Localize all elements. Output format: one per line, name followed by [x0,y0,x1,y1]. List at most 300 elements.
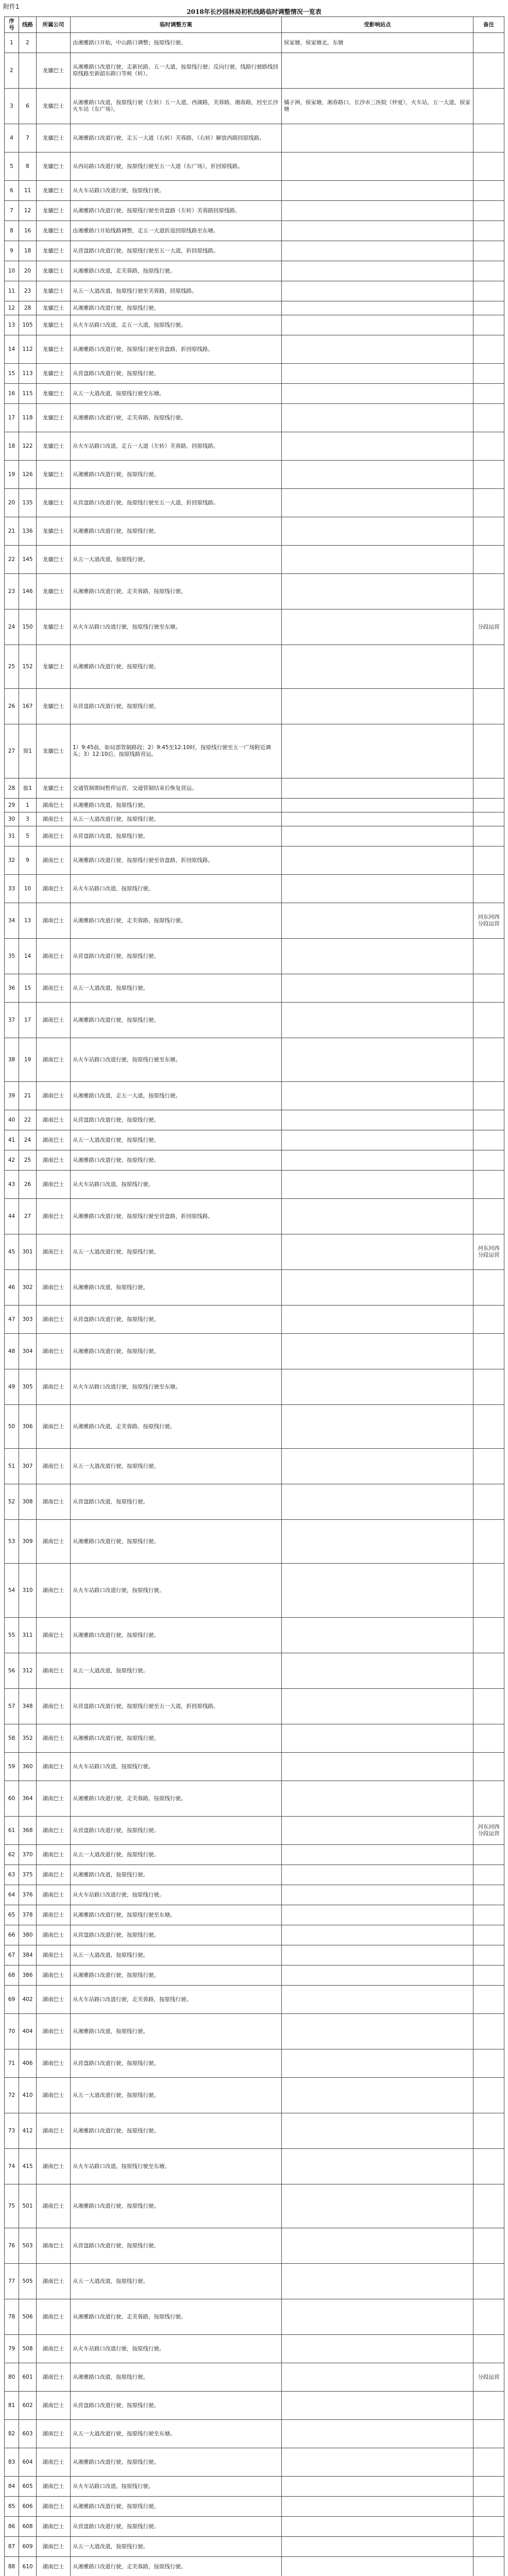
cell-company: 湖南巴士 [37,1753,71,1781]
cell-line: 145 [19,546,37,574]
cell-stops [282,1369,473,1405]
table-row [5,1484,504,1520]
cell-plan: 从湘雅路口改道行驶，走芙蓉路，按原线行驶。 [71,903,282,939]
cell-stops [282,221,473,241]
cell-no: 44 [5,1199,19,1234]
cell-plan: 从湘雅路口改道行驶，按原线行驶。 [71,2448,282,2477]
cell-plan: 从湘雅路口改道行驶，按原线行驶。 [71,2113,282,2149]
cell-stops [282,1689,473,1724]
table-row [5,364,504,384]
cell-company: 龙骧巴士 [37,152,71,181]
table-row [5,1753,504,1781]
cell-company: 湖南巴士 [37,2517,71,2537]
cell-note [473,2557,504,2576]
cell-stops [282,2420,473,2448]
cell-plan: 从营盘路口改道行驶，按原线行驶。 [71,2228,282,2264]
header-stops: 受影响站点 [282,17,473,33]
cell-stops [282,2049,473,2078]
cell-note: 河东河西分段运营 [473,1234,504,1270]
cell-line: 9 [19,846,37,875]
cell-stops [282,903,473,939]
cell-company: 龙骧巴士 [37,301,71,315]
cell-company: 湖南巴士 [37,2448,71,2477]
cell-plan: 从湘雅路口改道，走芙蓉路，按原线行驶。 [71,1405,282,1449]
table-row [5,241,504,261]
cell-company: 龙骧巴士 [37,384,71,404]
cell-note [473,2448,504,2477]
cell-no: 37 [5,1003,19,1038]
cell-note [473,1689,504,1724]
cell-company: 湖南巴士 [37,812,71,826]
table-row [5,689,504,724]
cell-no: 10 [5,261,19,281]
cell-no: 86 [5,2517,19,2537]
cell-plan: 从营盘路口改道行驶，按原线行驶。 [71,2392,282,2420]
table-row [5,2420,504,2448]
cell-note [473,846,504,875]
cell-plan: 从湘雅路口改道行驶，按原线行驶。 [71,301,282,315]
cell-note [473,1925,504,1945]
cell-line: 601 [19,2363,37,2392]
cell-stops [282,2537,473,2557]
table-row [5,2537,504,2557]
cell-no: 53 [5,1520,19,1564]
table-row [5,1564,504,1618]
cell-plan: 从火车站路口改道，按原线行驶至东塘。 [71,2149,282,2184]
cell-stops [282,489,473,517]
cell-company: 湖南巴士 [37,1003,71,1038]
cell-company: 湖南巴士 [37,1689,71,1724]
cell-stops [282,609,473,645]
cell-plan: 从火车站路口改道行驶，按原线行驶。 [71,181,282,201]
table-row [5,2448,504,2477]
cell-company: 湖南巴士 [37,1564,71,1618]
cell-company: 龙骧巴士 [37,689,71,724]
cell-no: 83 [5,2448,19,2477]
cell-stops [282,2184,473,2228]
cell-line: 501 [19,2184,37,2228]
cell-stops [282,384,473,404]
cell-plan: 从火车站路口改道行驶，按原线行驶至东塘。 [71,1038,282,1082]
cell-stops [282,724,473,778]
cell-company: 龙骧巴士 [37,281,71,301]
cell-note [473,2014,504,2049]
cell-no: 75 [5,2184,19,2228]
cell-no: 60 [5,1781,19,1817]
cell-line: 25 [19,1150,37,1171]
cell-no: 23 [5,574,19,609]
cell-company: 龙骧巴士 [37,181,71,201]
cell-stops [282,315,473,335]
cell-stops [282,1520,473,1564]
cell-company: 龙骧巴士 [37,201,71,221]
cell-note [473,1082,504,1110]
cell-plan: 从营盘路口改道行驶，按原线行驶。 [71,1110,282,1130]
cell-plan: 从湘雅路口改道行驶，按原线行驶。 [71,2497,282,2517]
cell-note [473,2184,504,2228]
cell-line: 311 [19,1618,37,1653]
cell-stops [282,124,473,152]
cell-note [473,724,504,778]
cell-no: 64 [5,1885,19,1905]
table-row [5,2497,504,2517]
cell-stops [282,2228,473,2264]
cell-stops [282,2557,473,2576]
cell-line: 303 [19,1306,37,1334]
cell-company: 龙骧巴士 [37,335,71,364]
table-row [5,261,504,281]
cell-no: 28 [5,778,19,799]
cell-line: 404 [19,2014,37,2049]
cell-no: 18 [5,432,19,461]
header-note: 备注 [473,17,504,33]
cell-note [473,546,504,574]
cell-plan: 从营盘路口改道行驶，按原线行驶。 [71,689,282,724]
cell-stops [282,1905,473,1925]
cell-company: 湖南巴士 [37,1845,71,1865]
cell-note [473,281,504,301]
cell-note [473,1484,504,1520]
cell-note [473,2335,504,2363]
cell-note [473,574,504,609]
cell-line: 6 [19,89,37,124]
cell-note [473,1520,504,1564]
cell-company: 湖南巴士 [37,1724,71,1753]
cell-note [473,221,504,241]
cell-stops [282,1130,473,1150]
cell-line: 305 [19,1369,37,1405]
cell-no: 43 [5,1171,19,1199]
table-row [5,53,504,89]
cell-note [473,335,504,364]
cell-line: 8 [19,152,37,181]
cell-no: 27 [5,724,19,778]
cell-company: 湖南巴士 [37,1781,71,1817]
table-row [5,2477,504,2497]
cell-line: 380 [19,1925,37,1945]
cell-note [473,1781,504,1817]
cell-company: 龙骧巴士 [37,724,71,778]
attachment-label: 附件1 [3,2,20,11]
cell-plan: 从湘雅路口改道行驶，按原线行驶。 [71,2184,282,2228]
cell-no: 67 [5,1945,19,1965]
cell-line: 118 [19,404,37,432]
cell-stops [282,1484,473,1520]
cell-line: 115 [19,384,37,404]
cell-line: 122 [19,432,37,461]
cell-note [473,301,504,315]
cell-company: 龙骧巴士 [37,432,71,461]
cell-stops [282,1171,473,1199]
header-no: 序号 [5,17,19,33]
cell-company: 湖南巴士 [37,1234,71,1270]
cell-no: 40 [5,1110,19,1130]
cell-note [473,89,504,124]
cell-note [473,2149,504,2184]
cell-company: 龙骧巴士 [37,489,71,517]
cell-stops [282,645,473,689]
cell-line: 312 [19,1653,37,1689]
cell-company: 龙骧巴士 [37,574,71,609]
cell-note: 河东河西分段运营 [473,1817,504,1845]
cell-line: 370 [19,1845,37,1865]
cell-stops [282,2149,473,2184]
cell-note [473,1150,504,1171]
cell-company: 湖南巴士 [37,2078,71,2113]
cell-line: 364 [19,1781,37,1817]
table-row [5,1334,504,1369]
table-row [5,2184,504,2228]
table-row [5,2113,504,2149]
cell-no: 76 [5,2228,19,2264]
cell-note [473,1306,504,1334]
cell-plan: 从五一大道改道，按原线行驶至芙蓉路，回原线路。 [71,281,282,301]
cell-note [473,826,504,846]
cell-line: 16 [19,221,37,241]
table-row [5,609,504,645]
cell-plan: 从火车站路口改道行驶，按原线行驶至东塘。 [71,1369,282,1405]
cell-note [473,53,504,89]
cell-plan: 从五一大道改道行驶，按原线行驶。 [71,1234,282,1270]
cell-company: 龙骧巴士 [37,609,71,645]
table-row [5,2517,504,2537]
cell-stops [282,364,473,384]
cell-plan: 从火车站路口改道，走五一大道，按原线行驶。 [71,315,282,335]
cell-line: 348 [19,1689,37,1724]
table-row [5,152,504,181]
cell-plan: 从湘雅路口改道行驶，按原线行驶。 [71,517,282,546]
cell-no: 57 [5,1689,19,1724]
cell-plan: 从营盘路口改道行驶，按原线行驶。 [71,939,282,974]
cell-no: 4 [5,124,19,152]
cell-stops: 橘子洲，侯家塘，湘春路口，长沙市三医院（仲夏），火车站，五一大道，侯家塘 [282,89,473,124]
cell-company: 湖南巴士 [37,1945,71,1965]
cell-plan: 从湘雅路口改道行驶，按原线行驶。 [71,1003,282,1038]
cell-company: 湖南巴士 [37,2184,71,2228]
cell-company: 湖南巴士 [37,1082,71,1110]
cell-line: 602 [19,2392,37,2420]
cell-no: 78 [5,2299,19,2335]
cell-line: 301 [19,1234,37,1270]
table-row [5,2363,504,2392]
cell-stops [282,846,473,875]
cell-no: 25 [5,645,19,689]
cell-plan: 从营盘路口改道行驶，按原线行驶。 [71,2517,282,2537]
cell-no: 48 [5,1334,19,1369]
table-row [5,2049,504,2078]
cell-line: 609 [19,2537,37,2557]
cell-no: 68 [5,1965,19,1986]
cell-line: 308 [19,1484,37,1520]
cell-stops [282,301,473,315]
cell-company: 龙骧巴士 [37,53,71,89]
cell-note [473,2078,504,2113]
cell-line: 7 [19,124,37,152]
header-plan: 临时调整方案 [71,17,282,33]
table-row [5,826,504,846]
table-row [5,432,504,461]
cell-note [473,2049,504,2078]
cell-plan: 从湘雅路口改道行驶，按原线行驶。 [71,645,282,689]
cell-line: 508 [19,2335,37,2363]
cell-line: 28 [19,301,37,315]
cell-company: 湖南巴士 [37,2014,71,2049]
cell-plan: 从湘雅路口改道行驶，走芙蓉路，按原线行驶。 [71,574,282,609]
cell-stops [282,1653,473,1689]
cell-line: 167 [19,689,37,724]
cell-stops [282,1110,473,1130]
cell-company: 龙骧巴士 [37,364,71,384]
cell-plan: 从五一大道改道，按原线行驶。 [71,2537,282,2557]
cell-no: 11 [5,281,19,301]
table-row [5,2078,504,2113]
table-row [5,384,504,404]
cell-plan: 交通管制期间暂停运营，交通管制结束后恢复营运。 [71,778,282,799]
cell-stops [282,826,473,846]
cell-plan: 从湘雅路口改道行驶，走五一大道（右转）芙蓉路，（右转）解放西路回原线路。 [71,124,282,152]
cell-no: 5 [5,152,19,181]
table-row [5,517,504,546]
cell-note: 河东河西分段运营 [473,903,504,939]
cell-company: 龙骧巴士 [37,315,71,335]
cell-no: 61 [5,1817,19,1845]
cell-plan: 从火车站路口改道行驶，按原线行驶至东塘。 [71,609,282,645]
cell-stops [282,1986,473,2014]
cell-company: 湖南巴士 [37,846,71,875]
cell-no: 14 [5,335,19,364]
cell-plan: 从湘雅路口改道，走芙蓉路，按原线行驶。 [71,261,282,281]
table-row [5,1449,504,1484]
cell-company: 湖南巴士 [37,1618,71,1653]
cell-no: 32 [5,846,19,875]
table-row [5,645,504,689]
cell-stops [282,1082,473,1110]
cell-line: 402 [19,1986,37,2014]
table-row [5,1199,504,1234]
cell-no: 52 [5,1484,19,1520]
cell-line: 15 [19,974,37,1003]
cell-note [473,1405,504,1449]
cell-no: 87 [5,2537,19,2557]
cell-stops [282,1817,473,1845]
cell-line: 307 [19,1449,37,1484]
cell-plan: 从营盘路口改道行驶，按原线行驶。 [71,1306,282,1334]
cell-line: 152 [19,645,37,689]
cell-note [473,778,504,799]
cell-stops [282,1885,473,1905]
cell-no: 84 [5,2477,19,2497]
table-row [5,974,504,1003]
cell-stops [282,1781,473,1817]
cell-stops [282,432,473,461]
cell-line: 24 [19,1130,37,1150]
cell-company: 龙骧巴士 [37,221,71,241]
cell-line: 150 [19,609,37,645]
cell-no: 50 [5,1405,19,1449]
cell-company: 湖南巴士 [37,2477,71,2497]
cell-note [473,33,504,53]
cell-note [473,2537,504,2557]
cell-note [473,1449,504,1484]
cell-no: 29 [5,799,19,812]
cell-company: 湖南巴士 [37,974,71,1003]
table-row [5,1003,504,1038]
cell-line: 22 [19,1110,37,1130]
cell-company: 湖南巴士 [37,1986,71,2014]
cell-line: 410 [19,2078,37,2113]
cell-company: 龙骧巴士 [37,241,71,261]
cell-line: 21 [19,1082,37,1110]
cell-plan: 从火车站路口改道，按原线行驶。 [71,1753,282,1781]
cell-note [473,1130,504,1150]
cell-company [37,33,71,53]
cell-no: 62 [5,1845,19,1865]
cell-no: 77 [5,2264,19,2299]
cell-note [473,1110,504,1130]
cell-plan: 从五一大道改道行驶，按原线行驶。 [71,1449,282,1484]
cell-plan: 从火车站路口改道行驶，走芙蓉路，按原线行驶。 [71,1986,282,2014]
cell-stops [282,1150,473,1171]
cell-no: 35 [5,939,19,974]
cell-plan: 从营盘路口改道，按原线行驶。 [71,826,282,846]
table-row [5,2014,504,2049]
cell-company: 湖南巴士 [37,2420,71,2448]
cell-stops [282,2517,473,2537]
cell-no: 13 [5,315,19,335]
cell-company: 湖南巴士 [37,2537,71,2557]
cell-note [473,489,504,517]
cell-no: 26 [5,689,19,724]
cell-no: 69 [5,1986,19,2014]
cell-line: 415 [19,2149,37,2184]
cell-note: 分段运营 [473,2363,504,2392]
table-row [5,301,504,315]
cell-plan: 从火车站路口改道，按原线行驶。 [71,1171,282,1199]
table-row [5,1618,504,1653]
cell-stops [282,2363,473,2392]
adjustment-table [4,16,504,2576]
cell-note [473,1945,504,1965]
cell-company: 龙骧巴士 [37,461,71,489]
cell-company: 湖南巴士 [37,1449,71,1484]
cell-no: 51 [5,1449,19,1484]
cell-note [473,384,504,404]
table-row [5,1234,504,1270]
table-row [5,846,504,875]
cell-company: 湖南巴士 [37,2113,71,2149]
cell-note: 分段运营 [473,609,504,645]
cell-company: 湖南巴士 [37,1865,71,1885]
cell-line: 窗1 [19,724,37,778]
cell-no: 16 [5,384,19,404]
cell-stops [282,1724,473,1753]
cell-company: 湖南巴士 [37,2264,71,2299]
cell-note [473,461,504,489]
cell-stops [282,404,473,432]
table-row [5,799,504,812]
cell-note [473,1865,504,1885]
cell-note [473,1885,504,1905]
cell-plan: 从湘雅路口改道行驶，按原线行驶。 [71,1334,282,1369]
cell-stops [282,799,473,812]
table-row [5,1817,504,1845]
cell-note [473,2299,504,2335]
cell-no: 81 [5,2392,19,2420]
table-row [5,1781,504,1817]
cell-stops [282,2392,473,2420]
cell-no: 36 [5,974,19,1003]
cell-stops [282,812,473,826]
